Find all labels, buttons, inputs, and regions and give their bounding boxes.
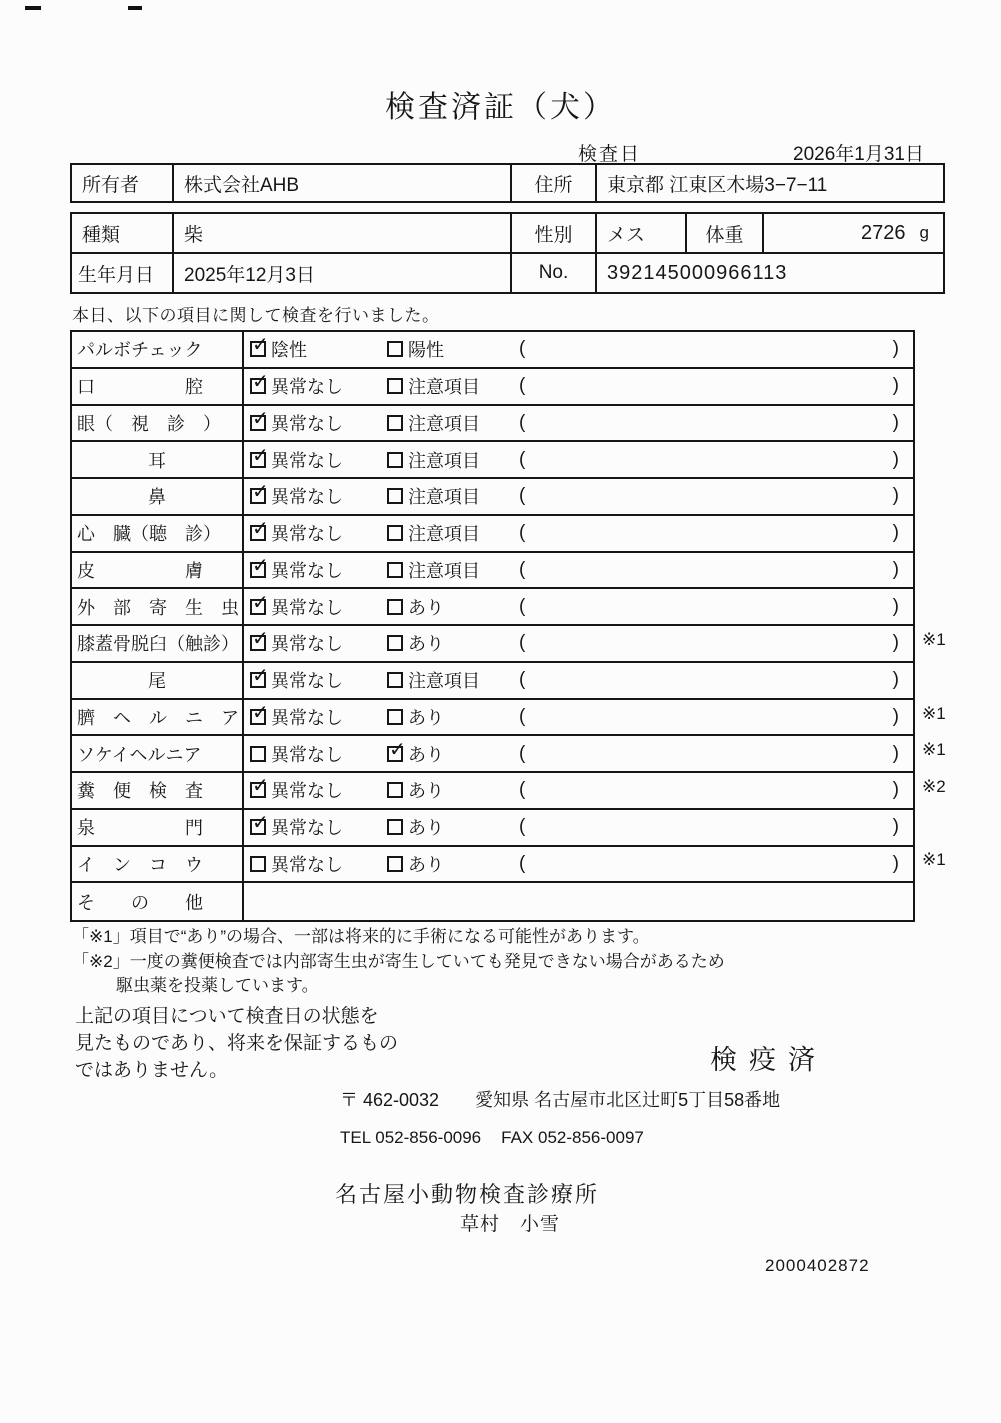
option-label: 注意項目 (408, 377, 480, 398)
exam-option (244, 594, 381, 620)
paren-open: ( (519, 338, 526, 360)
paren-close: ) (892, 632, 899, 654)
clinic-name: 名古屋小動物検査診療所 (335, 1182, 600, 1207)
weight-label: 体重 (687, 214, 764, 252)
checkbox-icon (387, 599, 403, 615)
exam-option (381, 594, 513, 620)
result-parentheses (513, 669, 913, 691)
option-label: 陰性 (271, 340, 307, 361)
paren-open: ( (519, 448, 526, 470)
result-parentheses (513, 632, 913, 654)
paren-open: ( (519, 742, 526, 764)
option-label: 注意項目 (408, 413, 480, 434)
scan-artifact (128, 6, 142, 10)
address-label: 住所 (512, 165, 597, 201)
exam-item-label: 鼻 (72, 479, 244, 514)
exam-row-ears (72, 442, 913, 479)
option-label: 注意項目 (408, 450, 480, 471)
ref-mark: ※1 (922, 630, 946, 649)
exam-row-tail (72, 663, 913, 700)
number-value: 392145000966113 (607, 261, 788, 284)
option-label: 異常なし (271, 854, 343, 875)
owner-value: 株式会社AHB (174, 165, 512, 201)
option-label: あり (408, 707, 444, 728)
owner-label: 所有者 (72, 165, 174, 201)
exam-row-other (72, 883, 913, 920)
checkbox-icon (387, 782, 403, 798)
result-parentheses (513, 706, 913, 728)
exam-row-parvo (72, 332, 913, 369)
result-parentheses (513, 853, 913, 875)
exam-item-label: そ の 他 (72, 883, 244, 920)
disclaimer-line: 上記の項目について検査日の状態を (75, 1006, 379, 1027)
result-parentheses (513, 338, 913, 360)
option-label: 陽性 (408, 340, 444, 361)
option-label: 異常なし (271, 524, 343, 545)
paren-close: ) (892, 522, 899, 544)
exam-row-nose (72, 479, 913, 516)
paren-close: ) (892, 338, 899, 360)
exam-row-heart (72, 516, 913, 553)
exam-row-patella (72, 626, 913, 663)
checkbox-icon (387, 819, 403, 835)
paren-open: ( (519, 816, 526, 838)
exam-statement: 本日、以下の項目に関して検査を行いました。 (72, 306, 440, 325)
paren-close: ) (892, 448, 899, 470)
scan-artifact (25, 6, 41, 10)
exam-option (381, 851, 513, 877)
exam-option (244, 410, 381, 436)
paren-close: ) (892, 742, 899, 764)
checkbox-icon (250, 819, 266, 835)
checkbox-icon (250, 709, 266, 725)
checkbox-icon (250, 746, 266, 762)
clinic-fax: FAX 052-856-0097 (501, 1128, 644, 1147)
page-title: 検査済証（犬） (385, 91, 616, 124)
result-parentheses (513, 375, 913, 397)
paren-close: ) (892, 375, 899, 397)
ref-mark: ※1 (922, 850, 946, 869)
clinic-address-line (340, 1086, 780, 1112)
exam-option (244, 630, 381, 656)
footnote-2-line2: 駆虫薬を投薬しています。 (116, 976, 319, 995)
result-parentheses (513, 485, 913, 507)
exam-option (244, 336, 381, 362)
exam-option (381, 483, 513, 509)
checkbox-icon (387, 341, 403, 357)
checkbox-icon (250, 452, 266, 468)
checkbox-icon (387, 452, 403, 468)
exam-option (244, 447, 381, 473)
checkbox-icon (250, 415, 266, 431)
paren-close: ) (892, 852, 899, 874)
option-label: あり (408, 854, 444, 875)
option-label: 異常なし (271, 634, 343, 655)
checkbox-icon (250, 341, 266, 357)
exam-item-label: 糞 便 検 査 (72, 773, 244, 808)
exam-item-label: 心 臓（聴 診） (72, 516, 244, 551)
clinic-tel: TEL 052-856-0096 (340, 1128, 482, 1147)
exam-item-label: 皮 膚 (72, 553, 244, 588)
exam-item-label: 膝蓋骨脱臼（触診） (72, 626, 244, 661)
option-label: 異常なし (271, 560, 343, 581)
exam-option (244, 667, 381, 693)
ref-mark: ※2 (922, 777, 946, 796)
disclaimer-line: 見たものであり、将来を保証するもの (75, 1033, 399, 1054)
address-value: 東京都 江東区木場3−7−11 (607, 174, 828, 196)
option-label: 異常なし (271, 377, 343, 398)
footnote-1: 「※1」項目で“あり”の場合、一部は将来的に手術になる可能性があります。 (72, 927, 650, 946)
paren-close: ) (892, 558, 899, 580)
checkbox-icon (250, 635, 266, 651)
option-label: あり (408, 634, 444, 655)
option-label: 注意項目 (408, 524, 480, 545)
exam-option (244, 814, 381, 840)
exam-option (381, 667, 513, 693)
option-label: あり (408, 781, 444, 802)
paren-open: ( (519, 558, 526, 580)
disclaimer-line: ではありません。 (75, 1060, 229, 1081)
checkbox-icon (387, 672, 403, 688)
exam-option (381, 741, 513, 767)
paren-open: ( (519, 632, 526, 654)
paren-close: ) (892, 485, 899, 507)
disclaimer (75, 1003, 398, 1084)
option-label: 異常なし (271, 707, 343, 728)
weight-value-cell (764, 214, 943, 252)
postal-code: 〒 462-0032 (340, 1090, 440, 1110)
result-parentheses (513, 596, 913, 618)
exam-option (381, 630, 513, 656)
exam-row-external-parasites (72, 589, 913, 626)
result-parentheses (513, 522, 913, 544)
exam-option (381, 557, 513, 583)
exam-row-mouth (72, 369, 913, 406)
pet-table (70, 212, 945, 294)
quarantine-stamp: 検疫済 (710, 1045, 827, 1075)
exam-row-umbilical-hernia (72, 700, 913, 737)
exam-row-inkou (72, 847, 913, 884)
veterinarian-name: 草村 小雪 (460, 1214, 561, 1235)
paren-open: ( (519, 779, 526, 801)
ref-mark: ※1 (922, 704, 946, 723)
sex-value: メス (597, 214, 687, 252)
option-label: 注意項目 (408, 560, 480, 581)
exam-item-label: パルボチェック (72, 332, 244, 367)
checkbox-icon (250, 378, 266, 394)
exam-row-eyes (72, 406, 913, 443)
option-label: 異常なし (271, 818, 343, 839)
footnote-2-line1: 「※2」一度の糞便検査では内部寄生虫が寄生していても発見できない場合があるため (72, 952, 725, 971)
exam-option (381, 447, 513, 473)
exam-option (244, 483, 381, 509)
result-parentheses (513, 816, 913, 838)
paren-close: ) (892, 595, 899, 617)
result-parentheses (513, 743, 913, 765)
exam-item-label: イ ン コ ウ (72, 847, 244, 882)
checkbox-icon (250, 562, 266, 578)
paren-close: ) (892, 705, 899, 727)
paren-close: ) (892, 411, 899, 433)
exam-option (244, 520, 381, 546)
paren-open: ( (519, 595, 526, 617)
exam-option (244, 777, 381, 803)
paren-open: ( (519, 522, 526, 544)
option-label: あり (408, 744, 444, 765)
paren-open: ( (519, 705, 526, 727)
checkbox-icon (250, 599, 266, 615)
result-parentheses (513, 559, 913, 581)
exam-option (244, 704, 381, 730)
exam-option (381, 520, 513, 546)
exam-option (244, 851, 381, 877)
option-label: 異常なし (271, 744, 343, 765)
birth-date-value: 2025年12月3日 (174, 254, 512, 292)
checkbox-icon (387, 856, 403, 872)
paren-open: ( (519, 375, 526, 397)
clinic-address: 愛知県 名古屋市北区辻町5丁目58番地 (475, 1090, 781, 1110)
checkbox-icon (387, 562, 403, 578)
inspection-date-label: 検査日 (578, 144, 642, 165)
serial-number: 2000402872 (765, 1256, 870, 1275)
option-label: 異常なし (271, 487, 343, 508)
exam-option (381, 777, 513, 803)
paren-open: ( (519, 669, 526, 691)
checkbox-icon (250, 488, 266, 504)
exam-row-skin (72, 553, 913, 590)
exam-option (381, 704, 513, 730)
paren-close: ) (892, 779, 899, 801)
exam-option (381, 336, 513, 362)
checkbox-icon (387, 415, 403, 431)
exam-item-label: 眼（ 視 診 ） (72, 406, 244, 441)
option-label: 異常なし (271, 671, 343, 692)
checkbox-icon (387, 488, 403, 504)
exam-option (381, 814, 513, 840)
option-label: 注意項目 (408, 487, 480, 508)
option-label: 注意項目 (408, 671, 480, 692)
option-label: あり (408, 597, 444, 618)
exam-row-fecal-exam (72, 773, 913, 810)
result-parentheses (513, 412, 913, 434)
exam-row-inguinal-hernia (72, 736, 913, 773)
sex-label: 性別 (512, 214, 597, 252)
checkbox-icon (250, 525, 266, 541)
birth-date-label: 生年月日 (72, 254, 174, 292)
paren-open: ( (519, 852, 526, 874)
checkbox-icon (387, 709, 403, 725)
owner-table (70, 163, 945, 203)
exam-item-label: 尾 (72, 663, 244, 698)
result-parentheses (513, 779, 913, 801)
checkbox-icon (250, 856, 266, 872)
checkbox-icon (250, 672, 266, 688)
weight-unit: g (919, 223, 929, 242)
paren-open: ( (519, 485, 526, 507)
checkbox-icon (387, 378, 403, 394)
option-label: 異常なし (271, 413, 343, 434)
checkbox-icon (387, 525, 403, 541)
option-label: 異常なし (271, 450, 343, 471)
exam-item-label: ソケイヘルニア (72, 736, 244, 771)
exam-item-label: 外 部 寄 生 虫 (72, 589, 244, 624)
exam-table (70, 330, 1000, 922)
exam-option (244, 741, 381, 767)
option-label: 異常なし (271, 781, 343, 802)
checkbox-icon (387, 746, 403, 762)
result-parentheses (513, 449, 913, 471)
clinic-phone-line (340, 1128, 644, 1148)
exam-row-fontanelle (72, 810, 913, 847)
exam-item-label: 口 腔 (72, 369, 244, 404)
checkbox-icon (250, 782, 266, 798)
other-empty-cell (244, 883, 913, 920)
checkbox-icon (387, 635, 403, 651)
option-label: あり (408, 818, 444, 839)
inspection-date-value: 2026年1月31日 (793, 144, 924, 165)
paren-close: ) (892, 816, 899, 838)
number-label: No. (512, 254, 597, 292)
paren-open: ( (519, 411, 526, 433)
breed-label: 種類 (72, 214, 174, 252)
exam-option (244, 557, 381, 583)
exam-option (244, 373, 381, 399)
exam-option (381, 410, 513, 436)
exam-item-label: 臍 ヘ ル ニ ア (72, 700, 244, 735)
exam-item-label: 耳 (72, 442, 244, 477)
option-label: 異常なし (271, 597, 343, 618)
breed-value: 柴 (174, 214, 512, 252)
paren-close: ) (892, 669, 899, 691)
exam-option (381, 373, 513, 399)
weight-value: 2726 (861, 221, 906, 244)
ref-mark: ※1 (922, 740, 946, 759)
exam-item-label: 泉 門 (72, 810, 244, 845)
